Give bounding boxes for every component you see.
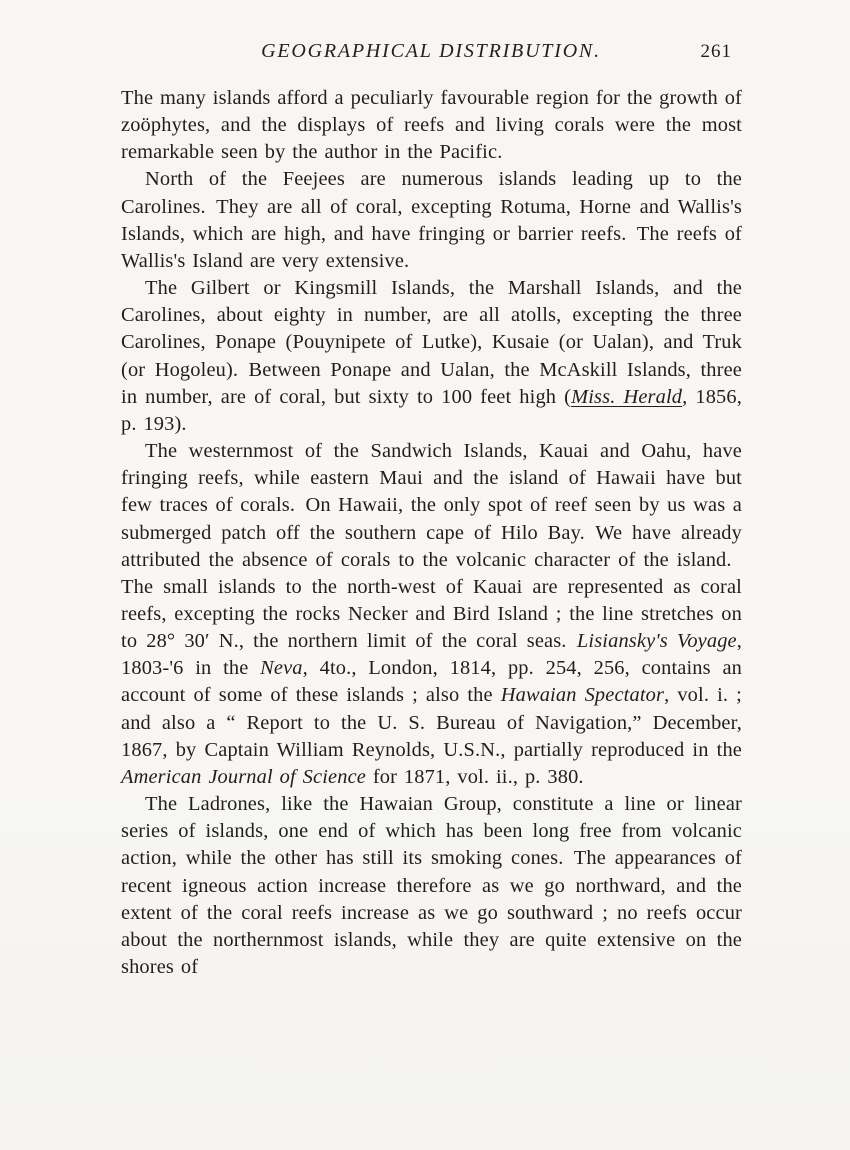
paragraph xyxy=(121,438,742,791)
italic-text-segment: Miss. Herald xyxy=(571,385,683,408)
page-body xyxy=(121,85,742,981)
text-segment: , vol. i. ; and also a “ Report to the U. S. Bureau of Navigation,” December, 1867, by Captain William Reynolds, U.S.N., partially reproduced in the xyxy=(121,684,742,761)
text-segment: North of the Feejees are numerous islands leading up to the Carolines. They are all of coral, excepting Rotuma, Horne and Wallis's Islands, which are high, and have fringing or barrier reefs. The reefs of Wallis's Island are very extensive. xyxy=(121,168,742,272)
paragraph xyxy=(121,275,742,438)
italic-text-segment: Lisiansky's Voyage xyxy=(576,630,737,653)
text-segment: , 1803-'6 in the xyxy=(121,630,743,680)
paragraph xyxy=(121,85,742,166)
page-header xyxy=(120,40,742,68)
text-segment: The Ladrones, like the Hawaian Group, constitute a line or linear series of islands, one end of which has been long free from volcanic action, while the other has still its smoking cones. The appearances of recent igneous action increase therefore as we go northward, and the extent of the coral reefs increase as we go southward ; no reefs occur about the northernmost islands, while they are quite extensive on the shores of xyxy=(121,793,742,978)
italic-text-segment: Neva xyxy=(260,657,303,680)
paragraph xyxy=(121,791,742,981)
text-segment: The westernmost of the Sandwich Islands, Kauai and Oahu, have fringing reefs, while eastern Maui and the island of Hawaii have but few traces of corals. On Hawaii, the only spot of reef seen by us was a submerged patch off the southern cape of Hilo Bay. We have already attributed the absence of corals to the volcanic character of the island. The small islands to the north-west of Kauai are represented as coral reefs, excepting the rocks Necker and Bird Island ; the line stretches on to 28° 30′ N., the northern limit of the coral seas. xyxy=(121,440,742,653)
text-segment: , 4to., London, 1814, pp. 254, 256, contains an account of some of these islands ; also the xyxy=(121,657,742,707)
italic-text-segment: Hawaian Spectator xyxy=(500,684,665,707)
text-segment: The many islands afford a peculiarly favourable region for the growth of zoöphytes, and the displays of reefs and living corals were the most remarkable seen by the author in the Pacific. xyxy=(121,87,742,164)
paragraph xyxy=(121,166,742,275)
text-segment: , 1856, p. 193). xyxy=(121,385,742,435)
page-number: 261 xyxy=(700,41,732,62)
running-title: GEOGRAPHICAL DISTRIBUTION. xyxy=(261,40,601,62)
text-segment: for 1871, vol. ii., p. 380. xyxy=(365,765,584,788)
italic-text-segment: American Journal of Science xyxy=(121,765,366,788)
text-segment: The Gilbert or Kingsmill Islands, the Marshall Islands, and the Carolines, about eighty in number, are all atolls, excepting the three Carolines, Ponape (Pouynipete of Lutke), Kusaie (or Ualan), and Truk (or Hogoleu). Between Ponape and Ualan, the McAskill Islands, three in number, are of coral, but sixty to 100 feet high ( xyxy=(121,277,742,408)
